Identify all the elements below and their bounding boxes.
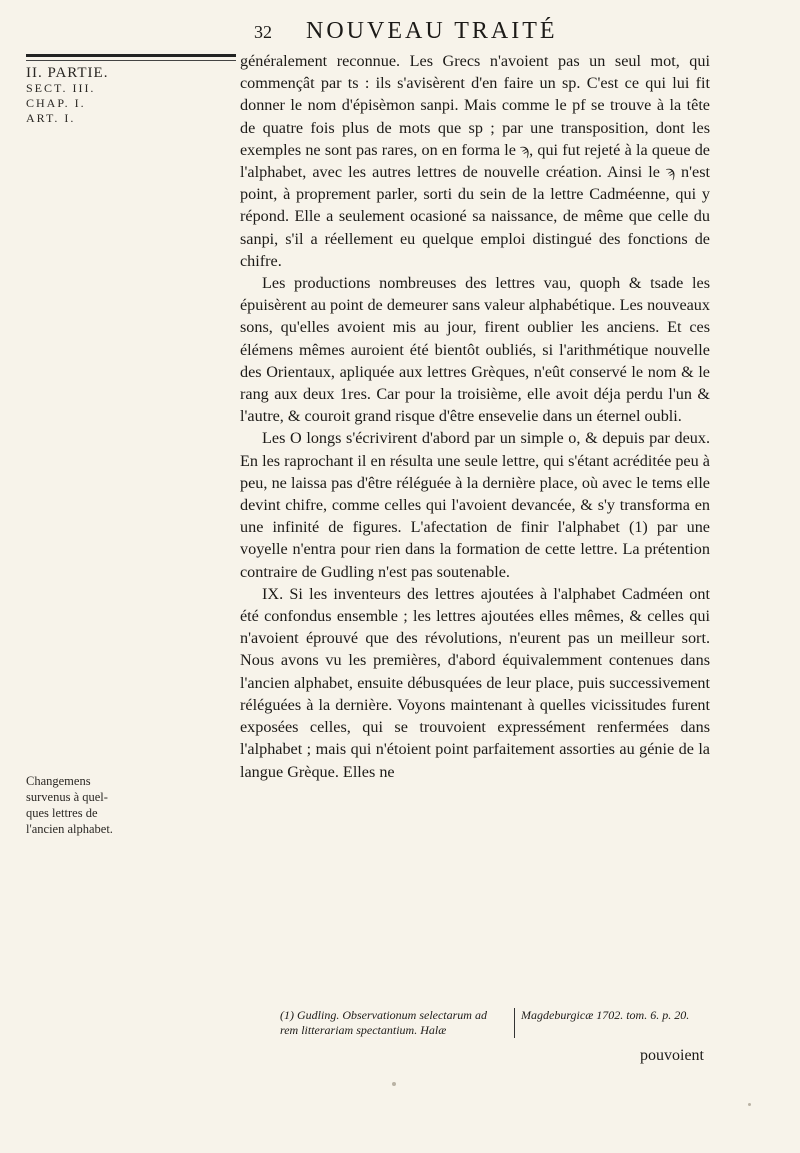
margin-changes-line: l'ancien alphabet. [26, 822, 113, 836]
paper-speck [392, 1082, 396, 1086]
margin-chapter: CHAP. I. [26, 96, 86, 110]
margin-section: SECT. III. [26, 81, 96, 95]
paper-speck [748, 1103, 751, 1106]
catchword: pouvoient [640, 1047, 704, 1064]
page-header [254, 18, 684, 48]
margin-changes-line: survenus à quel- [26, 790, 108, 804]
margin-rule [26, 54, 236, 57]
margin-note-section [26, 66, 234, 126]
footnote-col-2: Magdeburgicæ 1702. tom. 6. p. 20. [521, 1008, 690, 1022]
margin-rule-thin [26, 60, 236, 61]
page-number: 32 [254, 22, 272, 42]
footnote-col-1: (1) Gudling. Observationum selectarum ad rem litterariam spectantium. Halæ [280, 1008, 515, 1038]
margin-changes-line: Changemens [26, 774, 91, 788]
margin-article: ART. I. [26, 111, 76, 125]
paragraph: Les productions nombreuses des lettres vau, quoph & tsade les épuisèrent au point de demeurer sans valeur alphabétique. Les nouveaux sons, qu'elles avoient mis au jour, firent oublier les anciens. Et ces élémens mêmes auroient été bientôt oubliés, si l'arithmétique nouvelle des Orientaux, apliquée aux lettres Grèques, n'eût conservé le nom & le rang aux deux 1res. Car pour la troisième, elle avoit déja perdu l'un & l'autre, & couroit grand risque d'être ensevelie dans un éternel oubli. [240, 274, 710, 426]
main-text [240, 50, 710, 783]
paragraph: IX. Si les inventeurs des lettres ajoutées à l'alphabet Cadméen ont été confondus ensemble ; les lettres ajoutées elles mêmes, & celles qui n'avoient éprouvé que des révolutions, n'eurent pas un meilleur sort. Nous avons vu les premières, d'abord équivalemment contenues dans l'ancien alphabet, ensuite débusquées de leur place, puis successivement réléguées à la dernière. Voyons maintenant à quelles vicissitudes furent exposées celles, qui se trouvoient expressément renfermées dans l'alphabet ; mais qui n'étoient point parfaitement assorties au génie de la langue Grèque. Elles ne [240, 584, 710, 781]
margin-note-changes [26, 773, 234, 837]
footnote [280, 1008, 740, 1038]
paragraph: généralement reconnue. Les Grecs n'avoient pas un seul mot, qui commençât par ts : ils s'avisèrent d'en faire un sp. C'est ce qui lui fit donner le nom d'épisèmon sanpi. Mais comme le pf se trouve à la tête de quatre fois plus de mots que sp ; par une transposition, dont les exemples ne sont pas rares, on en forma le ϡ, qui fut rejeté à la queue de l'alphabet, avec les autres lettres de nouvelle création. Ainsi le ϡ n'est point, à proprement parler, sorti du sein de la lettre Cadméenne, qui y répond. Elle a seulement ocasioné sa naissance, de même que celle du sanpi, s'il a réellement eu quelque emploi distingué des fonctions de chifre. [240, 52, 710, 270]
running-title: NOUVEAU TRAITÉ [306, 18, 558, 44]
margin-changes-line: ques lettres de [26, 806, 98, 820]
paragraph: Les O longs s'écrivirent d'abord par un simple o, & depuis par deux. En les raprochant il en résulta une seule lettre, qui s'étant acréditée peu à peu, ne laissa pas d'être réléguée à la dernière place, où avec le tems elle devint chifre, comme celles qui l'avoient devancée, & s'y transforma en une infinité de figures. L'afectation de finir l'alphabet (1) par une voyelle n'entra pour rien dans la formation de cette lettre. La prétention contraire de Gudling n'est pas soutenable. [240, 429, 710, 581]
margin-part: II. PARTIE. [26, 65, 109, 81]
